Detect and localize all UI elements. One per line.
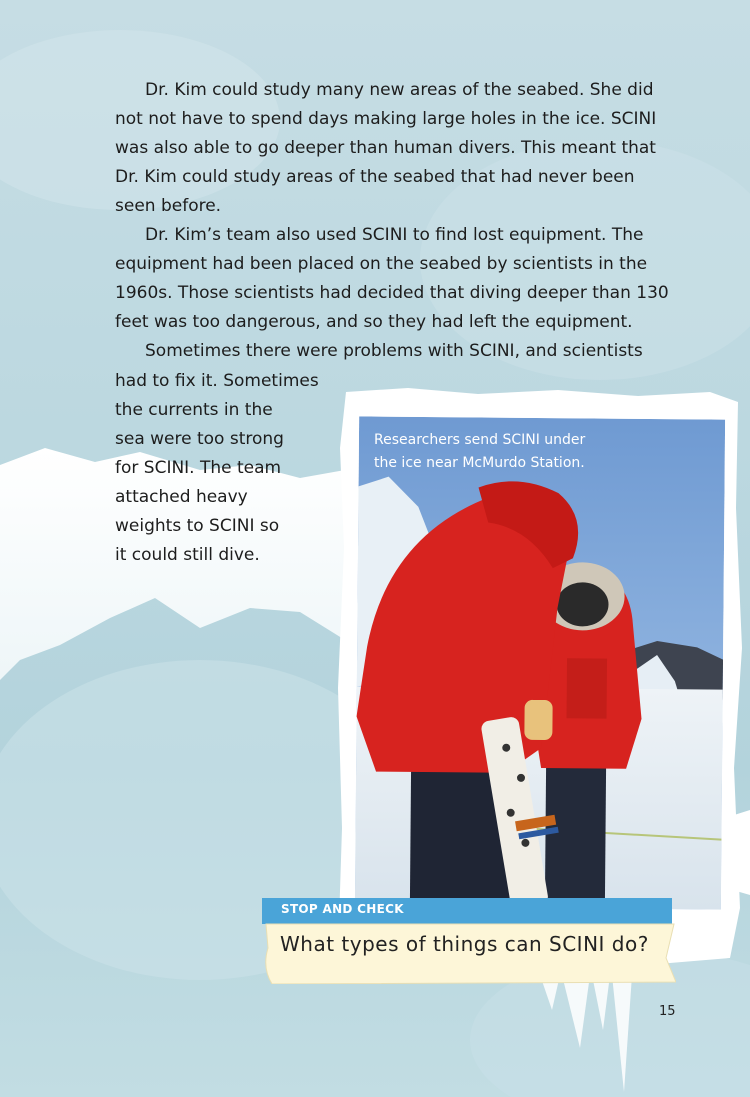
stop-and-check-label: STOP AND CHECK	[281, 902, 404, 916]
side-line: the currents in the	[115, 400, 273, 420]
caption-line: Researchers send SCINI under	[374, 432, 586, 448]
page-number: 15	[659, 1004, 676, 1019]
side-line: sea were too strong	[115, 429, 284, 449]
side-line: it could still dive.	[115, 545, 260, 565]
side-line: for SCINI. The team	[115, 458, 282, 478]
paragraph-1: Dr. Kim could study many new areas of the seabed. She did not not have to spend days making large holes in the ice. SCINI was also able to go deeper than human divers. This meant that Dr. Kim could study areas of the seabed that had never been seen before.	[115, 80, 657, 216]
body-text	[115, 76, 675, 366]
paragraph-2: Dr. Kim’s team also used SCINI to find lost equipment. The equipment had been placed on the seabed by scientists in the 1960s. Those scientists had decided that diving deeper than 130 feet was too dangerous, and so they had left the equipment.	[115, 225, 669, 332]
researchers-photo	[355, 416, 725, 909]
side-line: attached heavy	[115, 487, 248, 507]
side-line: had to fix it. Sometimes	[115, 371, 319, 391]
side-column-text	[115, 367, 335, 570]
paragraph-3: Sometimes there were problems with SCINI, and scientists	[145, 341, 643, 361]
stop-and-check-question: What types of things can SCINI do?	[280, 932, 649, 956]
caption-line: the ice near McMurdo Station.	[374, 455, 585, 471]
side-line: weights to SCINI so	[115, 516, 280, 536]
photo-caption	[374, 429, 674, 475]
